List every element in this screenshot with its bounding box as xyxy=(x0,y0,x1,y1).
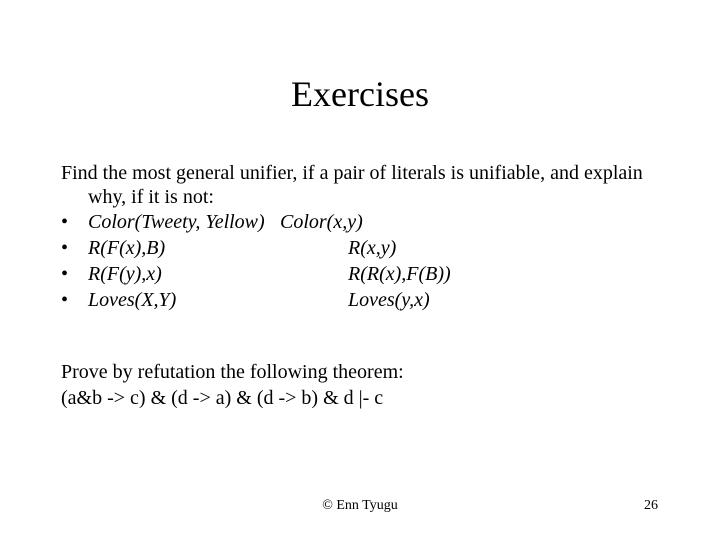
intro-text xyxy=(61,161,681,209)
literal-right: R(R(x),F(B)) xyxy=(348,263,451,285)
literal-left: Loves(X,Y) xyxy=(88,289,177,311)
list-item xyxy=(61,235,681,261)
literal-right: Color(x,y) xyxy=(280,211,363,233)
footer-copyright: © Enn Tyugu xyxy=(322,498,398,513)
page-number: 26 xyxy=(644,498,658,513)
literal-pairs-list xyxy=(61,209,681,313)
list-item xyxy=(61,287,681,313)
literal-right: R(x,y) xyxy=(348,237,397,259)
intro-line-2: why, if it is not: xyxy=(88,186,214,208)
bullet-icon: • xyxy=(61,263,69,285)
list-item xyxy=(61,209,681,235)
bullet-icon: • xyxy=(61,289,69,311)
prove-text xyxy=(61,359,681,411)
bullet-icon: • xyxy=(61,237,69,259)
literal-left: R(F(x),B) xyxy=(88,237,166,259)
theorem-formula: (a&b -> c) & (d -> a) & (d -> b) & d |- c xyxy=(61,387,384,409)
literal-left: Color(Tweety, Yellow) xyxy=(88,211,265,233)
list-item xyxy=(61,261,681,287)
prove-line-1: Prove by refutation the following theorem: xyxy=(61,361,404,383)
bullet-icon: • xyxy=(61,211,69,233)
slide-title: Exercises xyxy=(291,74,429,114)
literal-left: R(F(y),x) xyxy=(88,263,162,285)
literal-right: Loves(y,x) xyxy=(348,289,430,311)
intro-line-1: Find the most general unifier, if a pair of literals is unifiable, and explain xyxy=(61,162,643,184)
